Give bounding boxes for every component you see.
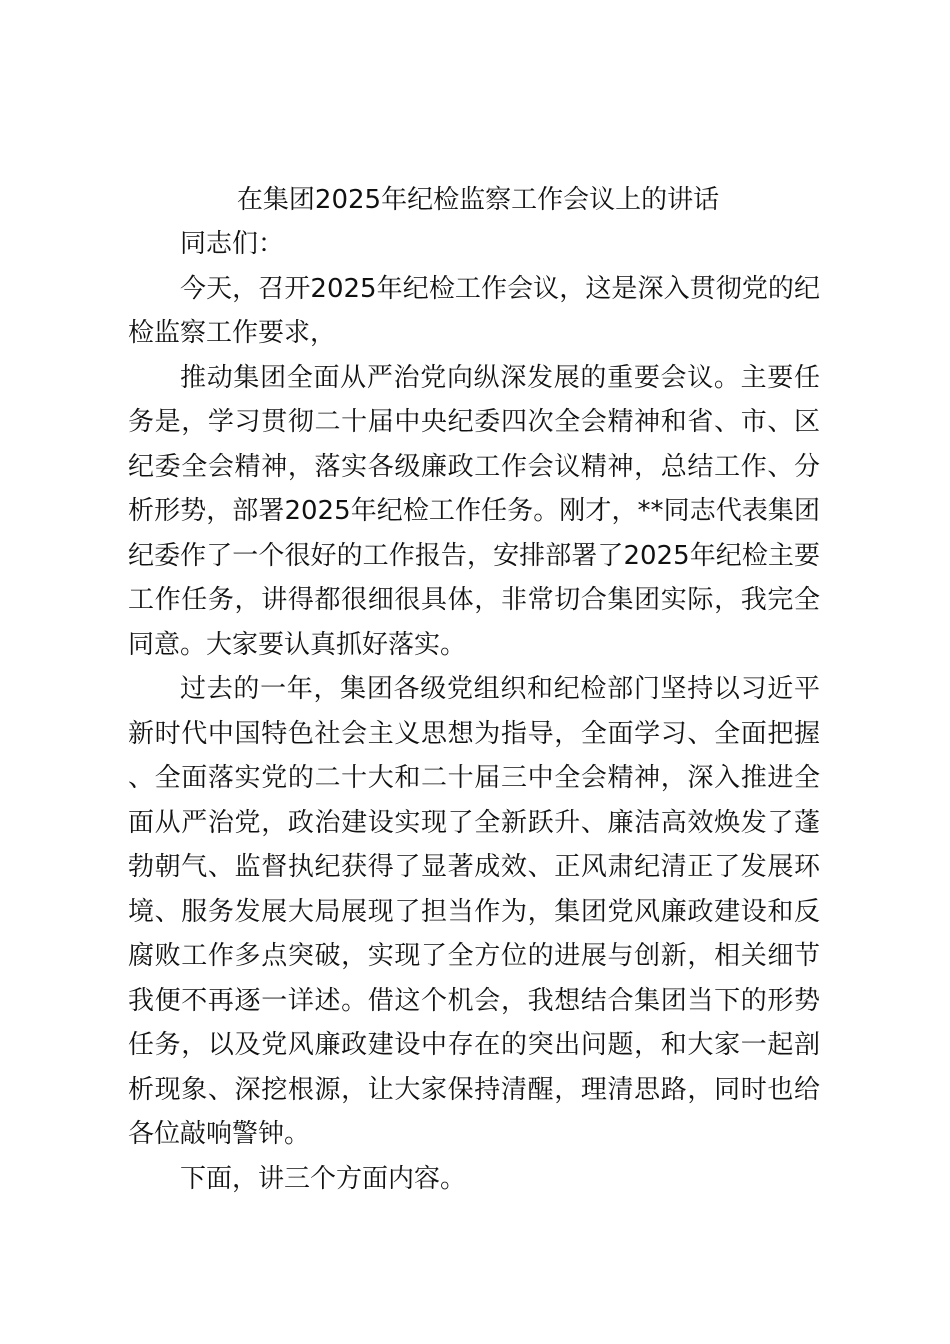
document-body [128, 222, 820, 1201]
paragraph-opening: 今天，召开2025年纪检工作会议，这是深入贯彻党的纪检监察工作要求， [128, 273, 820, 348]
paragraph-tasks: 推动集团全面从严治党向纵深发展的重要会议。主要任务是，学习贯彻二十届中央纪委四次全会精神和省、市、区纪委全会精神，落实各级廉政工作会议精神，总结工作、分析形势，部署2025年纪检工作任务。刚才，**同志代表集团纪委作了一个很好的工作报告，安排部署了2025年纪检主要工作任务，讲得都很细很具体，非常切合集团实际，我完全同意。大家要认真抓好落实。 [128, 362, 820, 660]
paragraph-review: 过去的一年，集团各级党组织和纪检部门坚持以习近平新时代中国特色社会主义思想为指导，全面学习、全面把握、全面落实党的二十大和二十届三中全会精神，深入推进全面从严治党，政治建设实现了全新跃升、廉洁高效焕发了蓬勃朝气、监督执纪获得了显著成效、正风肃纪清正了发展环境、服务发展大局展现了担当作为，集团党风廉政建设和反腐败工作多点突破，实现了全方位的进展与创新，相关细节我便不再逐一详述。借这个机会，我想结合集团当下的形势任务，以及党风廉政建设中存在的突出问题，和大家一起剖析现象、深挖根源，让大家保持清醒，理清思路，同时也给各位敲响警钟。 [128, 674, 820, 1149]
paragraph-outline: 下面，讲三个方面内容。 [180, 1163, 467, 1194]
document-title: 在集团2025年纪检监察工作会议上的讲话 [236, 185, 720, 215]
salutation: 同志们： [180, 229, 285, 259]
